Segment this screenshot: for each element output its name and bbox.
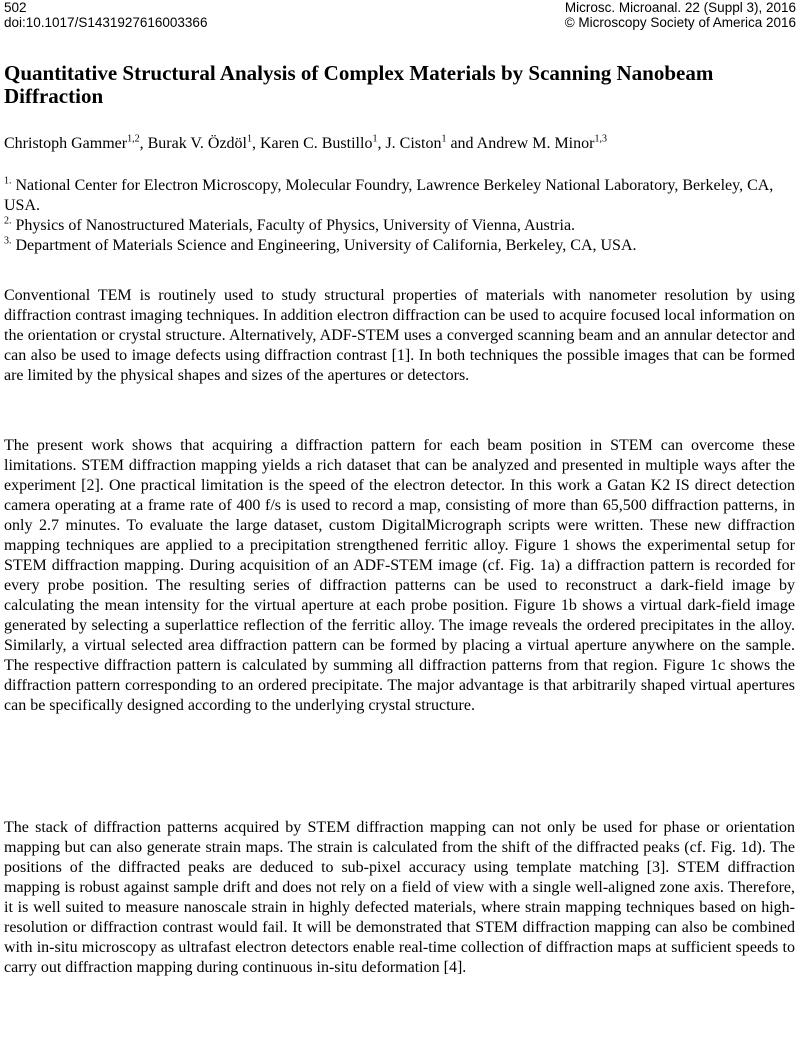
body-paragraph: The present work shows that acquiring a diffraction pattern for each beam position in STEM can overcome these limitations. STEM diffraction mapping yields a rich dataset that can be analyzed and presented in multiple ways after the experiment [2]. One practical limitation is the speed of the electron detector. In this work a Gatan K2 IS direct detection camera operating at a frame rate of 400 f/s is used to record a map, consisting of more than 65,500 diffraction patterns, in only 2.7 minutes. To evaluate the large dataset, custom DigitalMicrograph scripts were written. These new diffraction mapping techniques are applied to a precipitation strengthened ferritic alloy. Figure 1 shows the experimental setup for STEM diffraction mapping. During acquisition of an ADF-STEM image (cf. Fig. 1a) a diffraction pattern is recorded for every probe position. The resulting series of diffraction patterns can be used to reconstruct a dark-field image by calculating the mean intensity for the virtual aperture at each probe position. Figure 1b shows a virtual dark-field image generated by selecting a superlattice reflection of the ferritic alloy. The image reveals the ordered precipitates in the alloy. Similarly, a virtual selected area diffraction pattern can be formed by placing a virtual aperture anywhere on the sample. The respective diffraction pattern is calculated by summing all diffraction patterns from that region. Figure 1c shows the diffraction pattern corresponding to an ordered precipitate. The major advantage is that arbitrarily shaped virtual apertures can be specifically designed according to the underlying crystal structure. (4, 437, 795, 714)
author-affiliation-mark: 1,2 (127, 133, 140, 145)
author-separator: , (377, 135, 386, 152)
author-affiliation-mark: 1 (247, 133, 252, 145)
author-name: Andrew M. Minor (476, 135, 595, 152)
affiliation-text: Physics of Nanostructured Materials, Faculty of Physics, University of Vienna, Austria. (15, 217, 576, 234)
author-name: Burak V. Özdöl (147, 135, 247, 152)
affiliation-text: National Center for Electron Microscopy, Molecular Foundry, Lawrence Berkeley National Laboratory, Berkeley, CA, USA. (4, 177, 774, 214)
author-name: J. Ciston (385, 135, 442, 152)
body-paragraph: Conventional TEM is routinely used to study structural properties of materials with nanometer resolution by using diffraction contrast imaging techniques. In addition electron diffraction can be used to acquire focused local information on the orientation or crystal structure. Alternatively, ADF-STEM uses a converged scanning beam and an annular detector and can also be used to image defects using diffraction contrast [1]. In both techniques the possible images that can be formed are limited by the physical shapes and sizes of the apertures or detectors. (4, 287, 795, 384)
journal-citation: Microsc. Microanal. 22 (Suppl 3), 2016 (564, 0, 796, 15)
doi: doi:10.1017/S1431927616003366 (4, 15, 208, 30)
affiliation (4, 176, 794, 216)
author-name: Christoph Gammer (4, 135, 128, 152)
affiliation (4, 216, 794, 236)
page-number: 502 (4, 0, 27, 15)
author-list (4, 134, 794, 154)
affiliation-list (4, 176, 794, 256)
author-affiliation-mark: 1,3 (594, 133, 607, 145)
author-separator: , (139, 135, 148, 152)
affiliation-mark: 3. (4, 235, 12, 247)
author-affiliation-mark: 1 (441, 133, 447, 145)
copyright-notice: © Microscopy Society of America 2016 (564, 15, 796, 30)
author-name: Karen C. Bustillo (260, 135, 373, 152)
author-separator: , (252, 135, 260, 152)
author-affiliation-mark: 1 (372, 133, 378, 145)
affiliation (4, 236, 794, 256)
affiliation-mark: 1. (4, 175, 12, 187)
paper-title: Quantitative Structural Analysis of Complex Materials by Scanning Nanobeam Diffraction (4, 61, 714, 108)
affiliation-mark: 2. (4, 215, 12, 227)
affiliation-text: Department of Materials Science and Engineering, University of California, Berkeley, CA, USA. (15, 237, 637, 254)
body-paragraph: The stack of diffraction patterns acquired by STEM diffraction mapping can not only be used for phase or orientation mapping but can also generate strain maps. The strain is calculated from the shift of the diffracted peaks (cf. Fig. 1d). The positions of the diffracted peaks are deduced to sub-pixel accuracy using template matching [3]. STEM diffraction mapping is robust against sample drift and does not rely on a field of view with a single well-aligned zone axis. Therefore, it is well suited to measure nanoscale strain in highly defected materials, where strain mapping techniques based on high-resolution or diffraction contrast would fail. It will be demonstrated that STEM diffraction mapping can also be combined with in-situ microscopy as ultrafast electron detectors enable real-time collection of diffraction maps at sufficient speeds to carry out diffraction mapping during continuous in-situ deformation [4]. (4, 819, 795, 976)
author-separator: and (446, 135, 477, 152)
